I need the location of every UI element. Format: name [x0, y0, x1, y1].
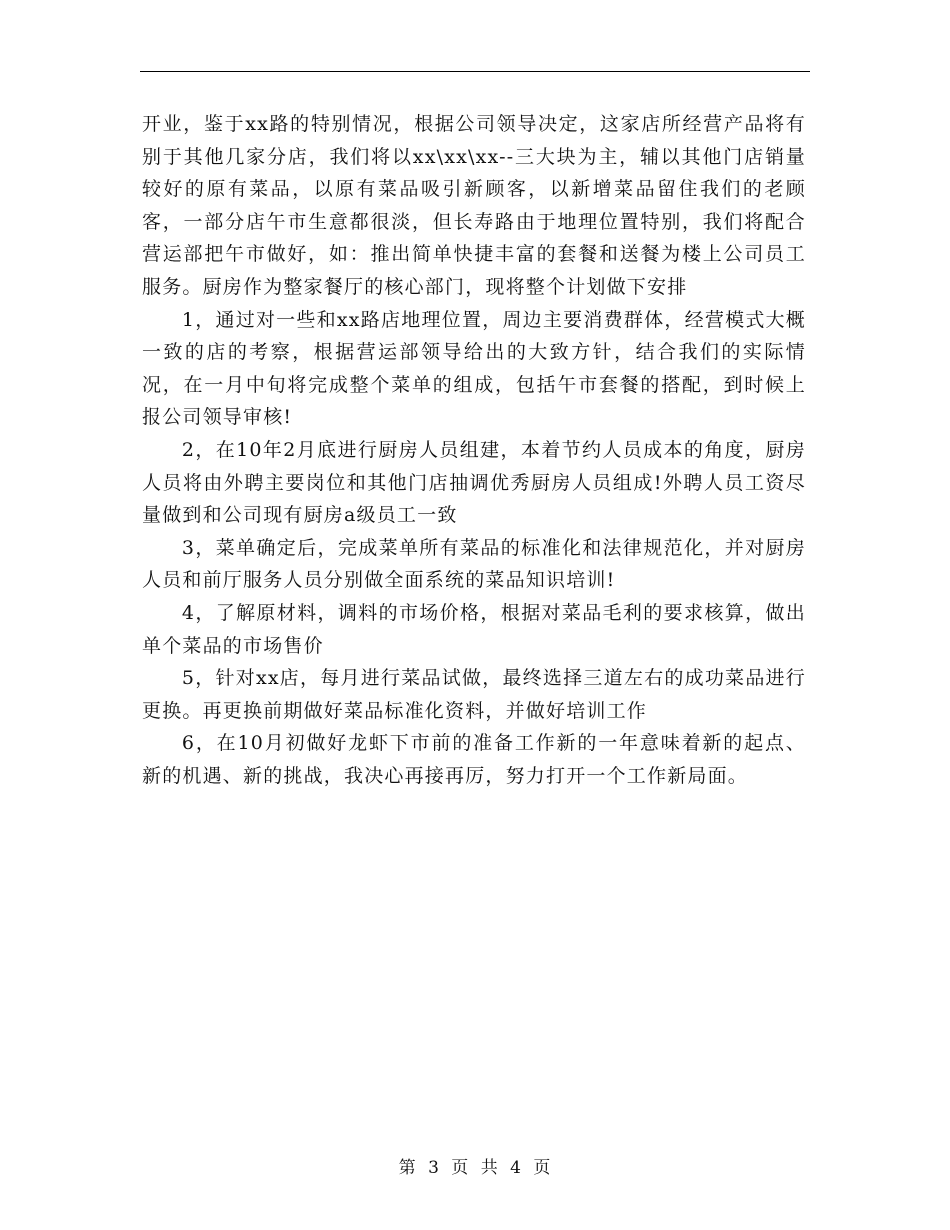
paragraph-item-4: 4，了解原材料，调料的市场价格，根据对菜品毛利的要求核算，做出单个菜品的市场售价 [142, 601, 806, 657]
paragraph-item-6: 6，在10月初做好龙虾下市前的准备工作新的一年意味着新的起点、新的机遇、新的挑战，我决心再接再厉，努力打开一个工作新局面。 [142, 732, 806, 787]
paragraph-item-5: 5，针对xx店，每月进行菜品试做，最终选择三道左右的成功菜品进行更换。再更换前期做好菜品标准化资料，并做好培训工作 [142, 667, 806, 722]
document-body [142, 108, 806, 792]
paragraph-intro: 开业，鉴于xx路的特别情况，根据公司领导决定，这家店所经营产品将有别于其他几家分店，我们将以xx\xx\xx--三大块为主，辅以其他门店销量较好的原有菜品，以原有菜品吸引新顾客，以新增菜品留住我们的老顾客，一部分店午市生意都很淡，但长寿路由于地理位置特别，我们将配合营运部把午市做好，如：推出简单快捷丰富的套餐和送餐为楼上公司员工服务。厨房作为整家餐厅的核心部门，现将整个计划做下安排 [142, 113, 806, 298]
header-rule [140, 71, 810, 72]
page-number-footer: 第 3 页 共 4 页 [398, 1158, 552, 1178]
paragraph-item-3: 3，菜单确定后，完成菜单所有菜品的标准化和法律规范化，并对厨房人员和前厅服务人员分别做全面系统的菜品知识培训! [142, 536, 806, 592]
paragraph-item-2: 2，在10年2月底进行厨房人员组建，本着节约人员成本的角度，厨房人员将由外聘主要岗位和其他门店抽调优秀厨房人员组成!外聘人员工资尽量做到和公司现有厨房a级员工一致 [142, 438, 806, 527]
paragraph-item-1: 1，通过对一些和xx路店地理位置，周边主要消费群体，经营模式大概一致的店的考察，根据营运部领导给出的大致方针，结合我们的实际情况，在一月中旬将完成整个菜单的组成，包括午市套餐的搭配，到时候上报公司领导审核! [142, 308, 806, 429]
